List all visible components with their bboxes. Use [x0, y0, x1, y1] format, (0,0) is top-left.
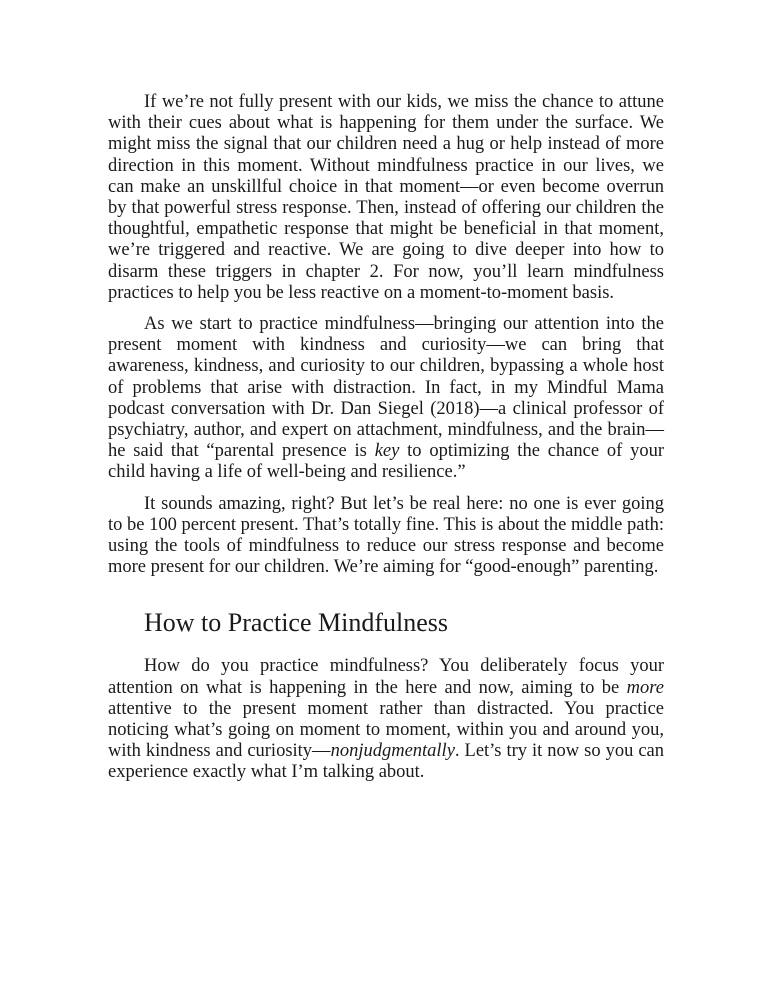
section-heading: How to Practice Mindfulness — [144, 608, 449, 638]
emphasis-nonjudgmentally: nonjudgmentally — [330, 741, 455, 762]
paragraph-attunement — [108, 92, 664, 304]
paragraph-text: If we’re not fully present with our kids, we miss the chance to attune with their cues about what is happening for them under the surface. We might miss the signal that our children need a hug or help instead of more direction in this moment. Without mindfulness practice in our lives, we can make an unskillful choice in that moment—or even become overrun by that powerful stress response. Then, instead of offering our children the thoughtful, empathetic response that might be beneficial in that moment, we’re triggered and reactive. We are going to dive deeper into how to disarm these triggers in chapter 2. For now, you’ll learn mindfulness practices to help you be less reactive on a moment-to-moment basis. — [108, 92, 664, 303]
book-page — [108, 92, 664, 794]
paragraph-text: to optimizing the chance of your child having a life of well-being and resilience.” — [108, 441, 664, 483]
paragraph-parental-presence — [108, 314, 664, 484]
paragraph-text: attentive to the present moment rather than distracted. You practice noticing what’s going on moment to moment, within you and around you, with kindness and curiosity— — [108, 698, 664, 762]
paragraph-text: It sounds amazing, right? But let’s be real here: no one is ever going to be 100 percent present. That’s totally fine. This is about the middle path: using the tools of mindfulness to reduce our stress response and become more present for our children. We’re aiming for “good-enough” parenting. — [108, 493, 664, 578]
paragraph-text: As we start to practice mindfulness—bringing our attention into the present moment with kindness and curiosity—we can bring that awareness, kindness, and curiosity to our children, bypassing a whole host of problems that arise with distraction. In fact, in my Mindful Mama podcast conversation with Dr. Dan Siegel (2018)—a clinical professor of psychiatry, author, and expert on attachment, mindfulness, and the brain—he said that “parental presence is — [108, 314, 664, 462]
paragraph-text: How do you practice mindfulness? You deliberately focus your attention on what is happening in the here and now, aiming to be — [108, 656, 664, 698]
emphasis-more: more — [626, 677, 664, 698]
emphasis-key: key — [374, 441, 400, 462]
paragraph-text: . Let’s try it now so you can experience exactly what I’m talking about. — [108, 741, 664, 783]
paragraph-how-to-practice — [108, 656, 664, 783]
paragraph-good-enough — [108, 494, 664, 579]
